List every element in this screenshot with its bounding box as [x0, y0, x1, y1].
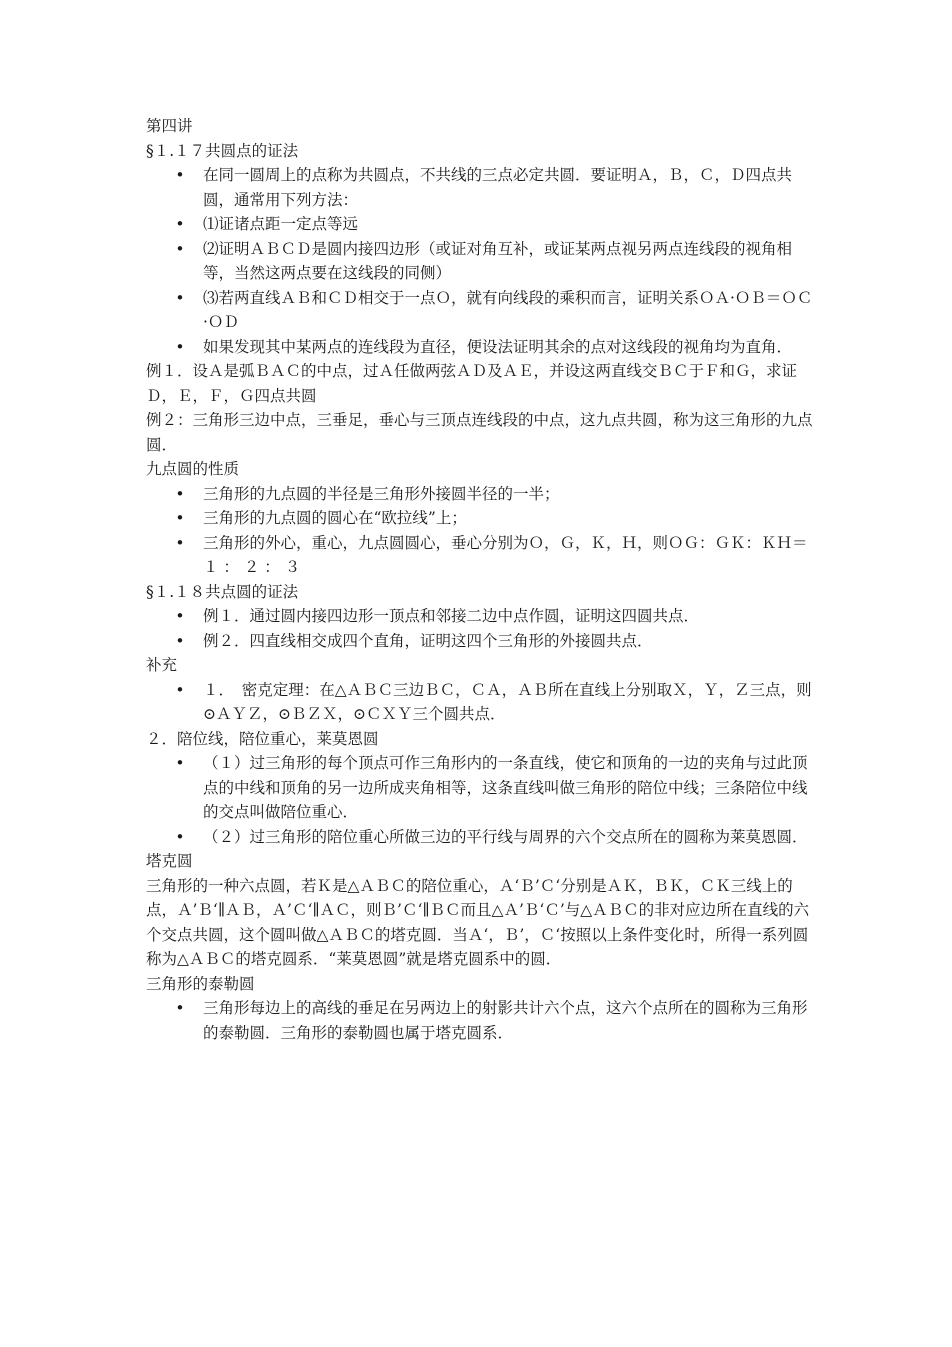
list-item-text: 三角形的九点圆的半径是三角形外接圆半径的一半； [203, 484, 560, 503]
bullet-icon: • [175, 533, 185, 552]
bullet-icon: • [175, 288, 185, 307]
bullet-icon: • [175, 215, 185, 233]
bullet-list [146, 482, 816, 580]
list-item [146, 482, 816, 507]
document-body [146, 114, 816, 1045]
list-item-text: 如果发现其中某两点的连线段为直径，便设法证明其余的点对这线段的视角均为直角． [203, 337, 793, 356]
paragraph: §１.１７共圆点的证法 [146, 141, 299, 160]
list-item [146, 629, 816, 654]
list-item [146, 237, 816, 286]
list-item [146, 604, 816, 629]
list-item [146, 335, 816, 360]
bullet-list [146, 163, 816, 359]
list-item-text: １． 密克定理：在△ＡＢＣ三边ＢＣ，ＣＡ，ＡＢ所在直线上分别取Ｘ，Ｙ，Ｚ三点，则⊙ＡＹＺ，⊙ＢＺＸ，⊙ＣＸＹ三个圆共点． [203, 680, 812, 723]
bullet-list [146, 678, 816, 727]
list-item [146, 212, 816, 237]
list-item [146, 678, 816, 727]
list-item-text: 三角形的九点圆的圆心在“欧拉线”上； [203, 509, 467, 527]
bullet-list [146, 604, 816, 653]
bullet-icon: • [175, 754, 185, 772]
list-item-text: （１）过三角形的每个顶点可作三角形内的一条直线，使它和顶角的一边的夹角与过此顶点的中线和顶角的另一边所成夹角相等，这条直线叫做三角形的陪位中线；三条陪位中线的交点叫做陪位重心． [203, 754, 808, 821]
list-item [146, 531, 816, 580]
bullet-icon: • [175, 607, 185, 625]
bullet-icon: • [175, 166, 185, 184]
bullet-icon: • [175, 680, 185, 699]
list-item-text: ⑴证诸点距一定点等远 [203, 215, 359, 233]
paragraph: 补充 [146, 656, 178, 674]
paragraph: 三角形的泰勒圆 [146, 974, 255, 993]
paragraph: §１.１８共点圆的证法 [146, 582, 299, 601]
list-item [146, 506, 816, 531]
bullet-icon: • [175, 999, 185, 1017]
list-item [146, 825, 816, 850]
paragraph: 塔克圆 [146, 852, 193, 870]
paragraph: 九点圆的性质 [146, 460, 240, 478]
list-item-text: ⑶若两直线ＡＢ和ＣＤ相交于一点Ｏ，就有向线段的乘积而言，证明关系ＯＡ·ＯＢ＝ＯＣ·ＯＤ [203, 288, 813, 331]
bullet-icon: • [175, 337, 185, 356]
list-item-text: 三角形的外心，重心，九点圆圆心，垂心分别为Ｏ，Ｇ，Ｋ，Ｈ，则ＯＧ：ＧＫ：ＫＨ＝１ ： ２ ： ３ [203, 533, 808, 576]
list-item [146, 751, 816, 825]
bullet-list [146, 751, 816, 849]
list-item-text: 例１．通过圆内接四边形一顶点和邻接二边中点作圆，证明这四圆共点． [203, 607, 700, 625]
list-item-text: 例２．四直线相交成四个直角，证明这四个三角形的外接圆共点． [203, 631, 653, 650]
list-item-text: 三角形每边上的高线的垂足在另两边上的射影共计六个点，这六个点所在的圆称为三角形的泰勒圆．三角形的泰勒圆也属于塔克圆系． [203, 999, 808, 1042]
list-item [146, 996, 816, 1045]
paragraph: 三角形的一种六点圆，若Ｋ是△ＡＢＣ的陪位重心，Ａ‘Ｂ’Ｃ‘分别是ＡＫ，ＢＫ，ＣＫ三线上的点，Ａ’Ｂ‘∥ＡＢ，Ａ’Ｃ‘∥ＡＣ，则Ｂ’Ｃ‘∥ＢＣ而且△Ａ’Ｂ‘Ｃ’与△ＡＢＣ的非对应边所在直线的六个交点共圆，这个圆叫做△ＡＢＣ的塔克圆．当Ａ‘，Ｂ’，Ｃ‘按照以上条件变化时，所得一系列圆称为△ＡＢＣ的塔克圆系．“莱莫恩圆”就是塔克圆系中的圆． [146, 876, 810, 968]
bullet-list [146, 996, 816, 1045]
paragraph: ２．陪位线，陪位重心，莱莫恩圆 [146, 729, 379, 748]
bullet-icon: • [175, 631, 185, 650]
paragraph: 例１．设Ａ是弧ＢＡＣ的中点，过Ａ任做两弦ＡＤ及ＡＥ，并设这两直线交ＢＣ于Ｆ和Ｇ，求证Ｄ，Ｅ，Ｆ，Ｇ四点共圆 [146, 362, 798, 405]
list-item [146, 286, 816, 335]
list-item-text: 在同一圆周上的点称为共圆点，不共线的三点必定共圆．要证明Ａ，Ｂ，Ｃ，Ｄ四点共圆，通常用下列方法： [203, 166, 793, 209]
bullet-icon: • [175, 509, 185, 527]
list-item-text: （２）过三角形的陪位重心所做三边的平行线与周界的六个交点所在的圆称为莱莫恩圆． [203, 827, 808, 846]
bullet-icon: • [175, 827, 185, 846]
paragraph: 例２：三角形三边中点，三垂足，垂心与三顶点连线段的中点，这九点共圆，称为这三角形的九点圆． [146, 411, 813, 454]
paragraph: 第四讲 [146, 117, 193, 135]
list-item [146, 163, 816, 212]
bullet-icon: • [175, 239, 185, 258]
bullet-icon: • [175, 484, 185, 503]
list-item-text: ⑵证明ＡＢＣＤ是圆内接四边形（或证对角互补，或证某两点视另两点连线段的视角相等，当然这两点要在这线段的同侧） [203, 239, 793, 282]
